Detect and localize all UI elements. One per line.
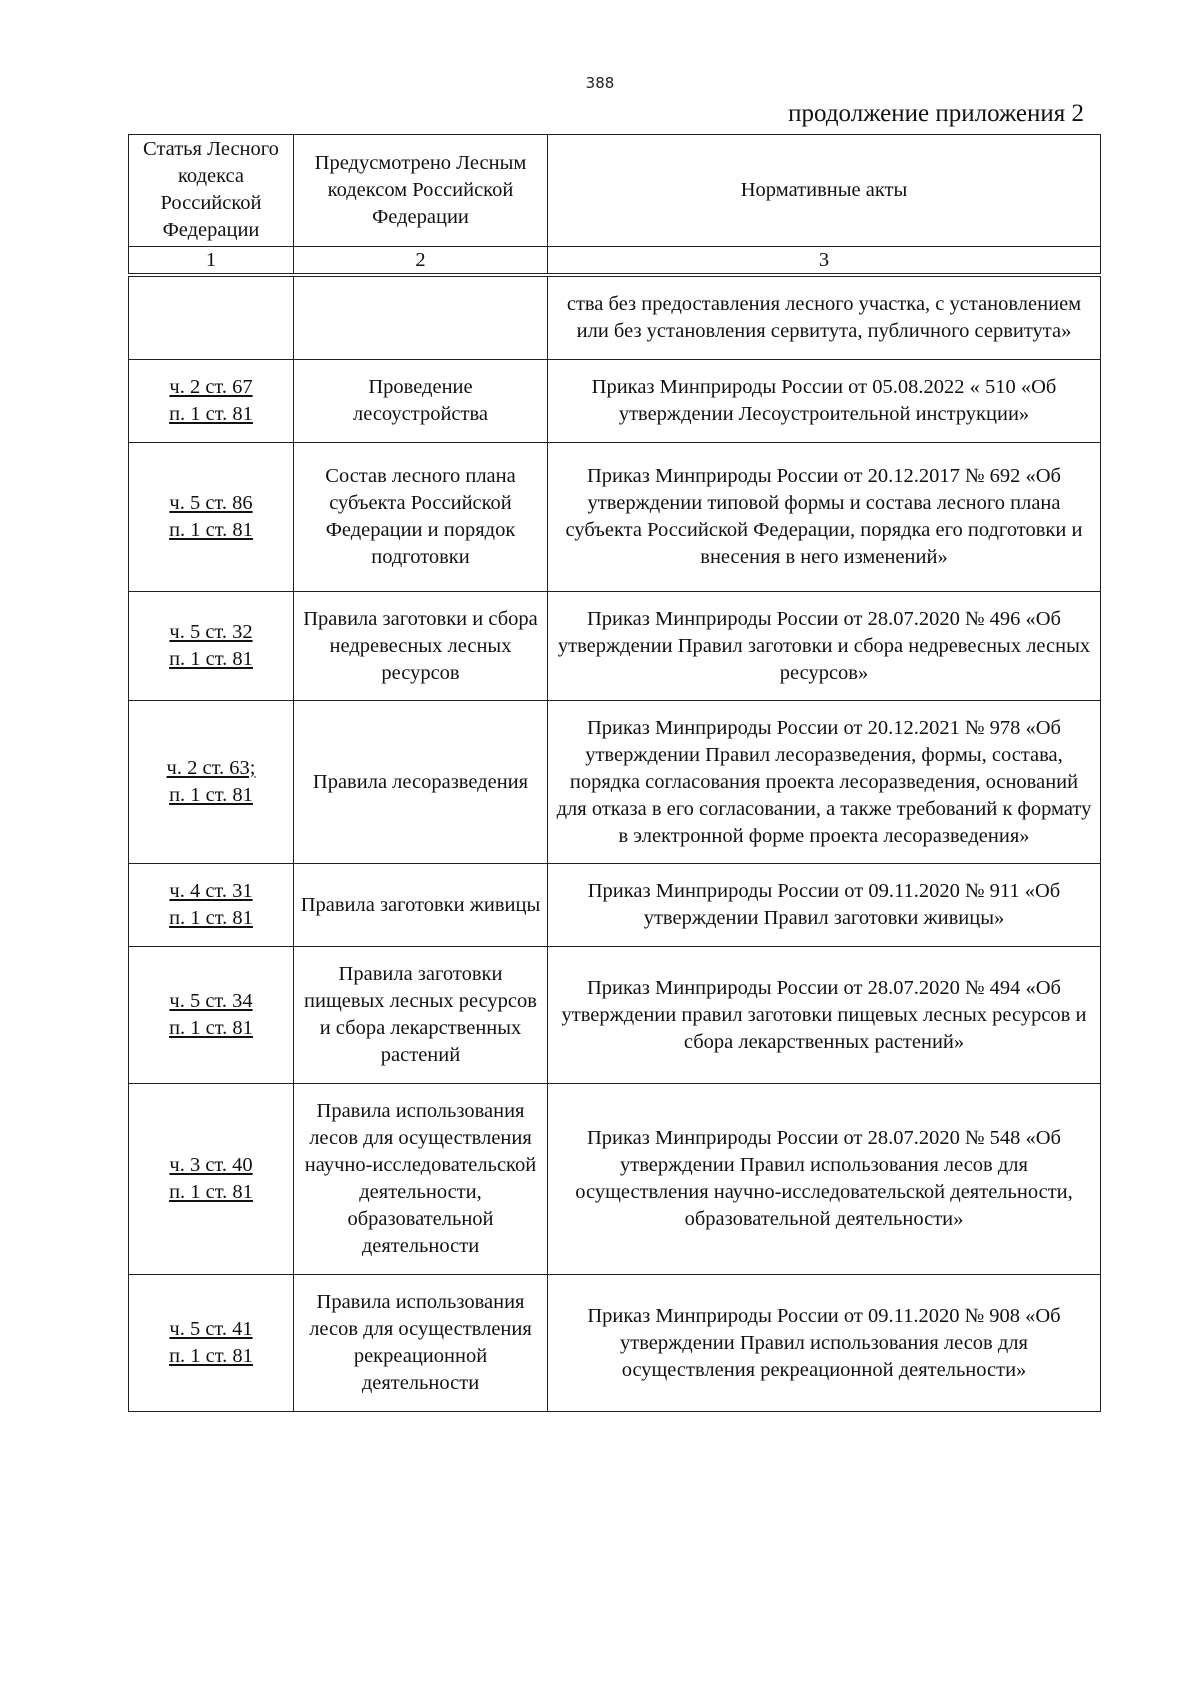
provision-cell: Состав лесного плана субъекта Российской Федерации и порядок подготовки — [294, 443, 548, 592]
table-row — [129, 864, 1101, 947]
header-article: Статья Лесного кодекса Российской Федерации — [129, 135, 294, 247]
article-clause: п. 1 ст. 81 — [169, 1181, 253, 1204]
article-cell — [129, 864, 294, 947]
acts-cell: Приказ Минприроды России от 28.07.2020 № 494 «Об утверждении правил заготовки пищевых лесных ресурсов и сбора лекарственных растений» — [548, 947, 1101, 1084]
acts-cell: Приказ Минприроды России от 28.07.2020 № 496 «Об утверждении Правил заготовки и сбора недревесных лесных ресурсов» — [548, 592, 1101, 701]
table-row — [129, 360, 1101, 443]
table-row — [129, 1275, 1101, 1412]
column-number-3: 3 — [548, 247, 1101, 276]
regulations-table — [128, 134, 1101, 1412]
article-part: ч. 3 ст. 40 — [169, 1154, 253, 1177]
article-clause: п. 1 ст. 81 — [169, 1017, 253, 1040]
continuation-label: продолжение приложения 2 — [788, 100, 1084, 127]
article-cell — [129, 947, 294, 1084]
acts-cell: Приказ Минприроды России от 20.12.2017 № 692 «Об утверждении типовой формы и состава лесного плана субъекта Российской Федерации, порядка его подготовки и внесения в него изменений» — [548, 443, 1101, 592]
acts-cell: Приказ Минприроды России от 28.07.2020 № 548 «Об утверждении Правил использования лесов для осуществления научно-исследовательской деятельности, образовательной деятельности» — [548, 1084, 1101, 1275]
provision-cell: Правила использования лесов для осуществления рекреационной деятельности — [294, 1275, 548, 1412]
provision-cell: Правила лесоразведения — [294, 701, 548, 864]
column-number-1: 1 — [129, 247, 294, 276]
table-row — [129, 275, 1101, 360]
article-cell — [129, 443, 294, 592]
provision-cell — [294, 275, 548, 360]
article-clause: п. 1 ст. 81 — [169, 648, 253, 671]
article-part: ч. 5 ст. 34 — [169, 990, 253, 1013]
provision-cell: Правила заготовки живицы — [294, 864, 548, 947]
article-clause: п. 1 ст. 81 — [169, 519, 253, 542]
column-number-2: 2 — [294, 247, 548, 276]
article-cell — [129, 1084, 294, 1275]
article-part: ч. 5 ст. 32 — [169, 621, 253, 644]
article-clause: п. 1 ст. 81 — [169, 784, 253, 807]
article-cell — [129, 592, 294, 701]
article-part: ч. 4 ст. 31 — [169, 880, 253, 903]
provision-cell: Проведение лесоустройства — [294, 360, 548, 443]
article-cell — [129, 360, 294, 443]
table-row — [129, 701, 1101, 864]
article-clause: п. 1 ст. 81 — [169, 907, 253, 930]
table-row — [129, 592, 1101, 701]
acts-cell: Приказ Минприроды России от 05.08.2022 « 510 «Об утверждении Лесоустроительной инструкции» — [548, 360, 1101, 443]
article-cell — [129, 1275, 294, 1412]
acts-cell: Приказ Минприроды России от 09.11.2020 № 908 «Об утверждении Правил использования лесов для осуществления рекреационной деятельности» — [548, 1275, 1101, 1412]
article-cell — [129, 275, 294, 360]
acts-cell: ства без предоставления лесного участка, с установлением или без установления сервитута, публичного сервитута» — [548, 275, 1101, 360]
table-row — [129, 1084, 1101, 1275]
provision-cell: Правила заготовки и сбора недревесных лесных ресурсов — [294, 592, 548, 701]
article-clause: п. 1 ст. 81 — [169, 403, 253, 426]
table-row — [129, 443, 1101, 592]
article-clause: п. 1 ст. 81 — [169, 1345, 253, 1368]
provision-cell: Правила заготовки пищевых лесных ресурсов и сбора лекарственных растений — [294, 947, 548, 1084]
article-part: ч. 5 ст. 86 — [169, 492, 253, 515]
article-part: ч. 2 ст. 67 — [169, 376, 253, 399]
provision-cell: Правила использования лесов для осуществления научно-исследовательской деятельности, образовательной деятельности — [294, 1084, 548, 1275]
column-number-row — [129, 247, 1101, 276]
article-part: ч. 5 ст. 41 — [169, 1318, 253, 1341]
header-provision: Предусмотрено Лесным кодексом Российской Федерации — [294, 135, 548, 247]
table-row — [129, 947, 1101, 1084]
acts-cell: Приказ Минприроды России от 20.12.2021 № 978 «Об утверждении Правил лесоразведения, формы, состава, порядка согласования проекта лесоразведения, оснований для отказа в его согласовании, а также требований к формату в электронной форме проекта лесоразведения» — [548, 701, 1101, 864]
page-number: 388 — [585, 74, 615, 92]
header-acts: Нормативные акты — [548, 135, 1101, 247]
article-cell — [129, 701, 294, 864]
acts-cell: Приказ Минприроды России от 09.11.2020 № 911 «Об утверждении Правил заготовки живицы» — [548, 864, 1101, 947]
table-header-row — [129, 135, 1101, 247]
article-part: ч. 2 ст. 63; — [166, 757, 256, 780]
